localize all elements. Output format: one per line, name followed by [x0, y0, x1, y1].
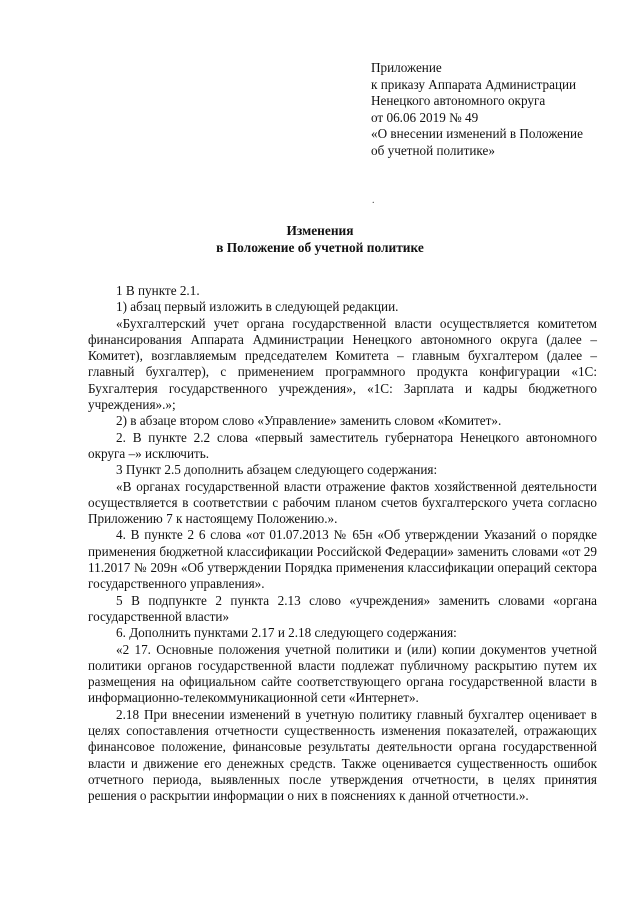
- paragraph-subitem-2: 2) в абзаце втором слово «Управление» заменить словом «Комитет».: [116, 413, 502, 429]
- scan-mark: .: [372, 195, 375, 206]
- document-body: [88, 283, 597, 805]
- paragraph-subitem-1: 1) абзац первый изложить в следующей редакции.: [116, 299, 399, 315]
- paragraph-quote-2: «В органах государственной власти отражение фактов хозяйственной деятельности осуществляется в соответствии с рабочим планом счетов бухгалтерского учета согласно Приложению 7 к настоящему Положению.».: [88, 478, 597, 527]
- appendix-header-line: «О внесении изменений в Положение: [371, 126, 583, 142]
- paragraph-quote-1: «Бухгалтерский учет органа государственной власти осуществляется комитетом финансирования Аппарата Администрации Ненецкого автономного округа (далее – Комитет), возглавляемым председателем Комитета – главным бухгалтером (далее – главный бухгалтер), с применением программного продукта конфигурации «1С: Бухгалтерия государственного учреждения», «1С: Зарплата и кадры бюджетного учреждения».»;: [88, 315, 597, 413]
- paragraph-item-2: 2. В пункте 2.2 слова «первый заместитель губернатора Ненецкого автономного округа –» исключить.: [88, 429, 597, 461]
- title-line-1: Изменения: [286, 223, 354, 238]
- title-line-2: в Положение об учетной политике: [216, 240, 424, 255]
- appendix-header-line: Ненецкого автономного округа: [371, 93, 546, 109]
- document-title: [0, 222, 640, 256]
- appendix-header: [371, 60, 621, 160]
- paragraph-item-4: 4. В пункте 2 6 слова «от 01.07.2013 № 65н «Об утверждении Указаний о порядке применения бюджетной классификации Российской Федерации» заменить словами «от 29 11.2017 № 209н «Об утверждении Порядка применения классификации операций сектора государственного управления».: [88, 527, 597, 592]
- paragraph-item-5: 5 В подпункте 2 пункта 2.13 слово «учреждения» заменить словами «органа государственной власти»: [88, 592, 597, 624]
- paragraph-item-6: 6. Дополнить пунктами 2.17 и 2.18 следующего содержания:: [116, 625, 457, 641]
- appendix-header-line: об учетной политике»: [371, 142, 495, 158]
- appendix-header-line: к приказу Аппарата Администрации: [371, 76, 577, 92]
- paragraph-item-3: 3 Пункт 2.5 дополнить абзацем следующего содержания:: [116, 462, 438, 478]
- appendix-header-line: Приложение: [371, 60, 442, 75]
- appendix-header-line: от 06.06 2019 № 49: [371, 109, 479, 125]
- paragraph-item-2-18: 2.18 При внесении изменений в учетную политику главный бухгалтер оценивает в целях сопоставления отчетности существенность изменения показателей, отражающих финансовое положение, финансовые результаты деятельности органа государственной власти и движение его денежных средств. Также оценивается существенность ошибок отчетного периода, выявленных после утверждения отчетности, в целях принятия решения о раскрытии информации о них в пояснениях к данной отчетности.».: [88, 706, 597, 804]
- paragraph-quote-3: «2 17. Основные положения учетной политики и (или) копии документов учетной политики органов государственной власти подлежат публичному раскрытию путем их размещения на официальном сайте соответствующего органа государственной власти в информационно-телекоммуникационной сети «Интернет».: [88, 641, 597, 706]
- paragraph-item-1: 1 В пункте 2.1.: [116, 283, 200, 298]
